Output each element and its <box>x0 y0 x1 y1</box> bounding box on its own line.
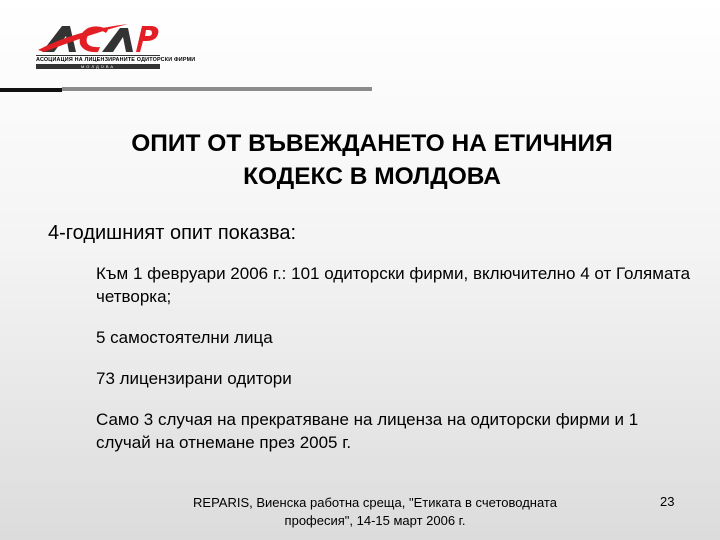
footer-text <box>150 494 600 530</box>
bullet-item: 5 самостоятелни лица <box>96 328 273 347</box>
logo-tagline: МОЛДОВА <box>36 64 160 69</box>
bullet-item: Към 1 февруари 2006 г.: 101 одиторски фирми, включително 4 от Голямата четворка; <box>96 264 691 306</box>
bullet-item: 73 лицензирани одитори <box>96 369 292 388</box>
intro-text: 4-годишният опит показва: <box>48 222 297 244</box>
header-divider-gray <box>62 87 372 91</box>
acap-logo-mark <box>36 20 160 54</box>
logo <box>36 20 196 72</box>
header-divider-dark <box>0 88 62 92</box>
logo-subtitle: АСОЦИАЦИЯ НА ЛИЦЕНЗИРАНИТЕ ОДИТОРСКИ ФИРМИ <box>36 57 196 63</box>
footer-line-1: REPARIS, Виенска работна среща, "Етиката в счетоводната <box>193 495 557 510</box>
bullet-list <box>96 262 696 472</box>
slide-title-line-1: ОПИТ ОТ ВЪВЕЖДАНЕТО НА ЕТИЧНИЯ <box>131 130 613 157</box>
page-number: 23 <box>660 494 675 509</box>
slide-title-line-2: КОДЕКС В МОЛДОВА <box>243 163 501 190</box>
footer-line-2: професия", 14-15 март 2006 г. <box>284 513 466 528</box>
slide-title <box>0 127 720 193</box>
bullet-item: Само 3 случая на прекратяване на лиценза на одиторски фирми и 1 случай на отнемане през 2005 г. <box>96 410 639 452</box>
